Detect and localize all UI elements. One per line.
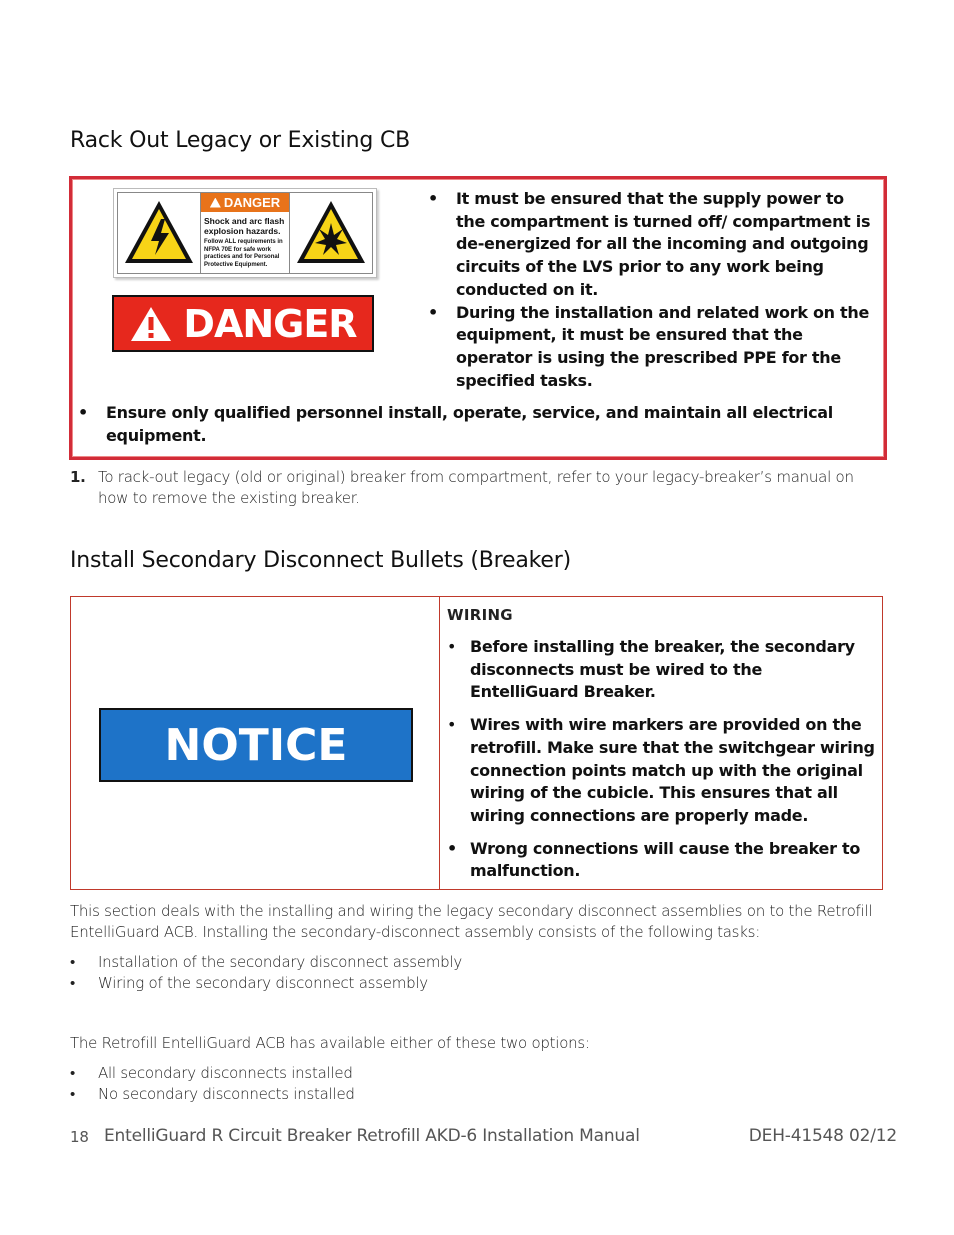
danger-label-line1: Shock and arc flash — [204, 216, 285, 226]
danger-label-header: DANGER — [201, 193, 289, 212]
danger-label-line6: Protective Equipment. — [204, 261, 268, 268]
list-item: • No secondary disconnects installed — [70, 1085, 355, 1103]
bullet-icon: • — [70, 1064, 76, 1082]
options-list — [70, 1063, 870, 1105]
danger-hazard-label — [113, 188, 377, 278]
section2-intro: This section deals with the installing and wiring the legacy secondary disconnect assemblies on to the Retrofill EntelliGuard ACB. Installing the secondary-disconnect assembly consists of the following tasks: — [70, 902, 873, 941]
list-item: • Before installing the breaker, the secondary disconnects must be wired to the EntelliGuard Breaker. — [447, 637, 855, 702]
list-item: • Wires with wire markers are provided on the retrofill. Make sure that the switchgear wiring connection points match up with the original wiring of the cubicle. This ensures that all wiring connections are properly made. — [447, 715, 875, 825]
list-item: • It must be ensured that the supply power to the compartment is turned off/ compartment is de-energized for all the incoming and outgoing circuits of the LVS prior to any work being conducted on it. — [428, 189, 871, 299]
warning-triangle-icon — [210, 198, 221, 208]
explosion-warning-icon — [290, 193, 372, 273]
wiring-heading: WIRING — [447, 606, 513, 624]
danger-label-line3: Follow ALL requirements in — [204, 239, 283, 245]
warning-triangle-icon — [129, 305, 173, 343]
task-list — [70, 952, 870, 994]
notice-banner-text: NOTICE — [164, 719, 348, 771]
section-title-rack-out: Rack Out Legacy or Existing CB — [70, 128, 411, 153]
bullet-icon: • — [70, 974, 76, 992]
table-divider — [439, 597, 440, 890]
bullet-icon: • — [70, 953, 76, 971]
list-item: • All secondary disconnects installed — [70, 1064, 353, 1082]
bullet-icon: • — [447, 838, 457, 858]
options-intro: The Retrofill EntelliGuard ACB has available either of these two options: — [70, 1034, 590, 1052]
list-item: • Wiring of the secondary disconnect assembly — [70, 974, 428, 992]
page-number: 18 — [70, 1128, 89, 1146]
bullet-icon: • — [70, 1085, 76, 1103]
danger-banner — [112, 295, 374, 352]
bullet-icon: • — [447, 637, 457, 656]
danger-label-line4: NFPA 70E for safe work — [204, 246, 272, 253]
notice-banner — [99, 708, 413, 782]
qualified-personnel-bullet: • Ensure only qualified personnel install, operate, service, and maintain all electrical equipment. — [78, 403, 833, 445]
step-text: To rack-out legacy (old or original) breaker from compartment, refer to your legacy-breaker’s manual on how to remove the existing breaker. — [98, 468, 854, 507]
manual-title: EntelliGuard R Circuit Breaker Retrofill AKD-6 Installation Manual — [104, 1126, 640, 1146]
wiring-bullet-list — [447, 636, 875, 883]
shock-warning-icon — [118, 193, 201, 273]
step-1 — [70, 467, 885, 509]
danger-bullet-list — [428, 188, 876, 392]
list-item: • During the installation and related work on the equipment, it must be ensured that the operator is using the prescribed PPE for the specified tasks. — [428, 302, 869, 390]
step-number: 1. — [70, 468, 86, 486]
bullet-icon: • — [447, 715, 457, 735]
bullet-icon: • — [428, 189, 438, 208]
danger-label-line2: explosion hazards. — [204, 226, 281, 236]
bullet-icon: • — [428, 302, 438, 322]
list-item: • Installation of the secondary disconnect assembly — [70, 953, 463, 971]
danger-banner-text: DANGER — [183, 301, 357, 346]
document-code: DEH-41548 02/12 — [748, 1126, 897, 1146]
bullet-icon: • — [78, 403, 88, 422]
danger-label-line5: practices and for Personal — [204, 254, 280, 260]
section-title-install-secondary: Install Secondary Disconnect Bullets (Breaker) — [70, 548, 571, 573]
list-item: • Wrong connections will cause the breaker to malfunction. — [447, 838, 861, 881]
